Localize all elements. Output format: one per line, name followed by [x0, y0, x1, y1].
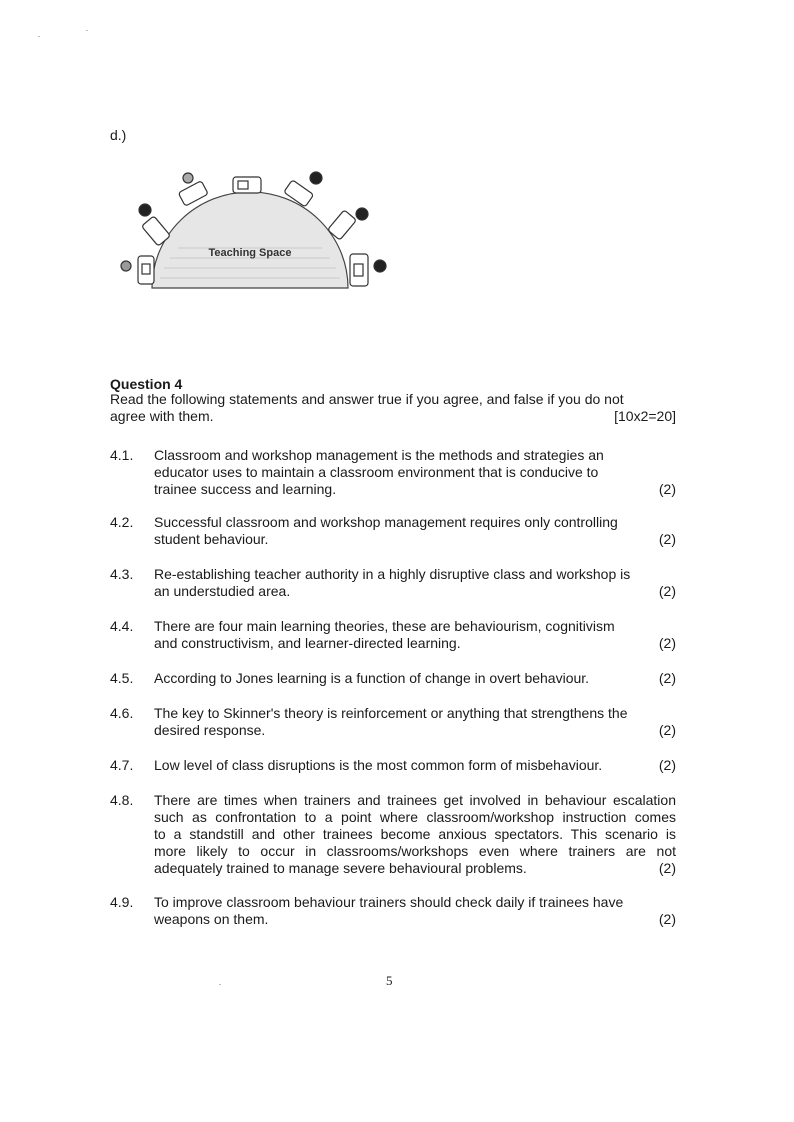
desk-left-mid [139, 204, 170, 246]
item-mark: (2) [658, 722, 676, 738]
item-mark: (2) [658, 670, 676, 686]
teaching-space-area [152, 192, 348, 288]
item-mark: (2) [658, 583, 676, 599]
list-item: 4.9. To improve classroom behaviour trainers should check daily if trainees have weapons on them. (2) [110, 894, 676, 927]
item-mark: (2) [658, 860, 676, 876]
scan-speck [219, 984, 221, 985]
scan-speck [86, 30, 88, 31]
desk-left-top [178, 173, 208, 206]
desk-left-bottom [121, 256, 154, 284]
list-item: 4.7. Low level of class disruptions is the most common form of misbehaviour. (2) [110, 757, 676, 773]
item-mark: (2) [658, 635, 676, 651]
list-item: 4.3. Re-establishing teacher authority in a highly disruptive class and workshop is an understudied area. (2) [110, 566, 676, 599]
desk-right-bottom [350, 254, 386, 286]
page-number: 5 [386, 973, 393, 988]
marks-total: [10x2=20] [614, 408, 676, 424]
item-mark: (2) [658, 757, 676, 773]
intro-line-2: agree with them. [110, 408, 214, 424]
list-item: 4.8. There are times when trainers and trainees get involved in behaviour escalation such as confrontation to a point where classroom/workshop instruction comes to a standstill and other trainees become anxious spectators. This scenario is more likely to occur in classrooms/workshops even where trainers are not adequately trained to manage severe behavioural problems. (2) [110, 792, 676, 876]
teaching-space-caption: Teaching Space [208, 247, 292, 259]
list-item: 4.4. There are four main learning theories, these are behaviourism, cognitivism and constructivism, and learner-directed learning. (2) [110, 618, 676, 651]
question-title: Question 4 [110, 376, 183, 392]
item-mark: (2) [658, 481, 676, 497]
item-mark: (2) [658, 911, 676, 927]
intro-line-1: Read the following statements and answer true if you agree, and false if you do not [110, 391, 624, 407]
desk-right-mid [328, 208, 368, 240]
item-mark: (2) [658, 531, 676, 547]
list-item: 4.2. Successful classroom and workshop management requires only controlling student behaviour. (2) [110, 514, 676, 547]
teaching-space-diagram [100, 168, 400, 298]
list-item: 4.5. According to Jones learning is a function of change in overt behaviour. (2) [110, 670, 676, 686]
scan-speck [38, 36, 40, 37]
list-item: 4.6. The key to Skinner's theory is reinforcement or anything that strengthens the desired response. (2) [110, 705, 676, 738]
question-intro [110, 391, 676, 425]
desk-top-center [233, 177, 261, 193]
list-item: 4.1. Classroom and workshop management is the methods and strategies an educator uses to maintain a classroom environment that is conducive to trainee success and learning. (2) [110, 447, 676, 497]
figure-label: d.) [110, 127, 127, 143]
